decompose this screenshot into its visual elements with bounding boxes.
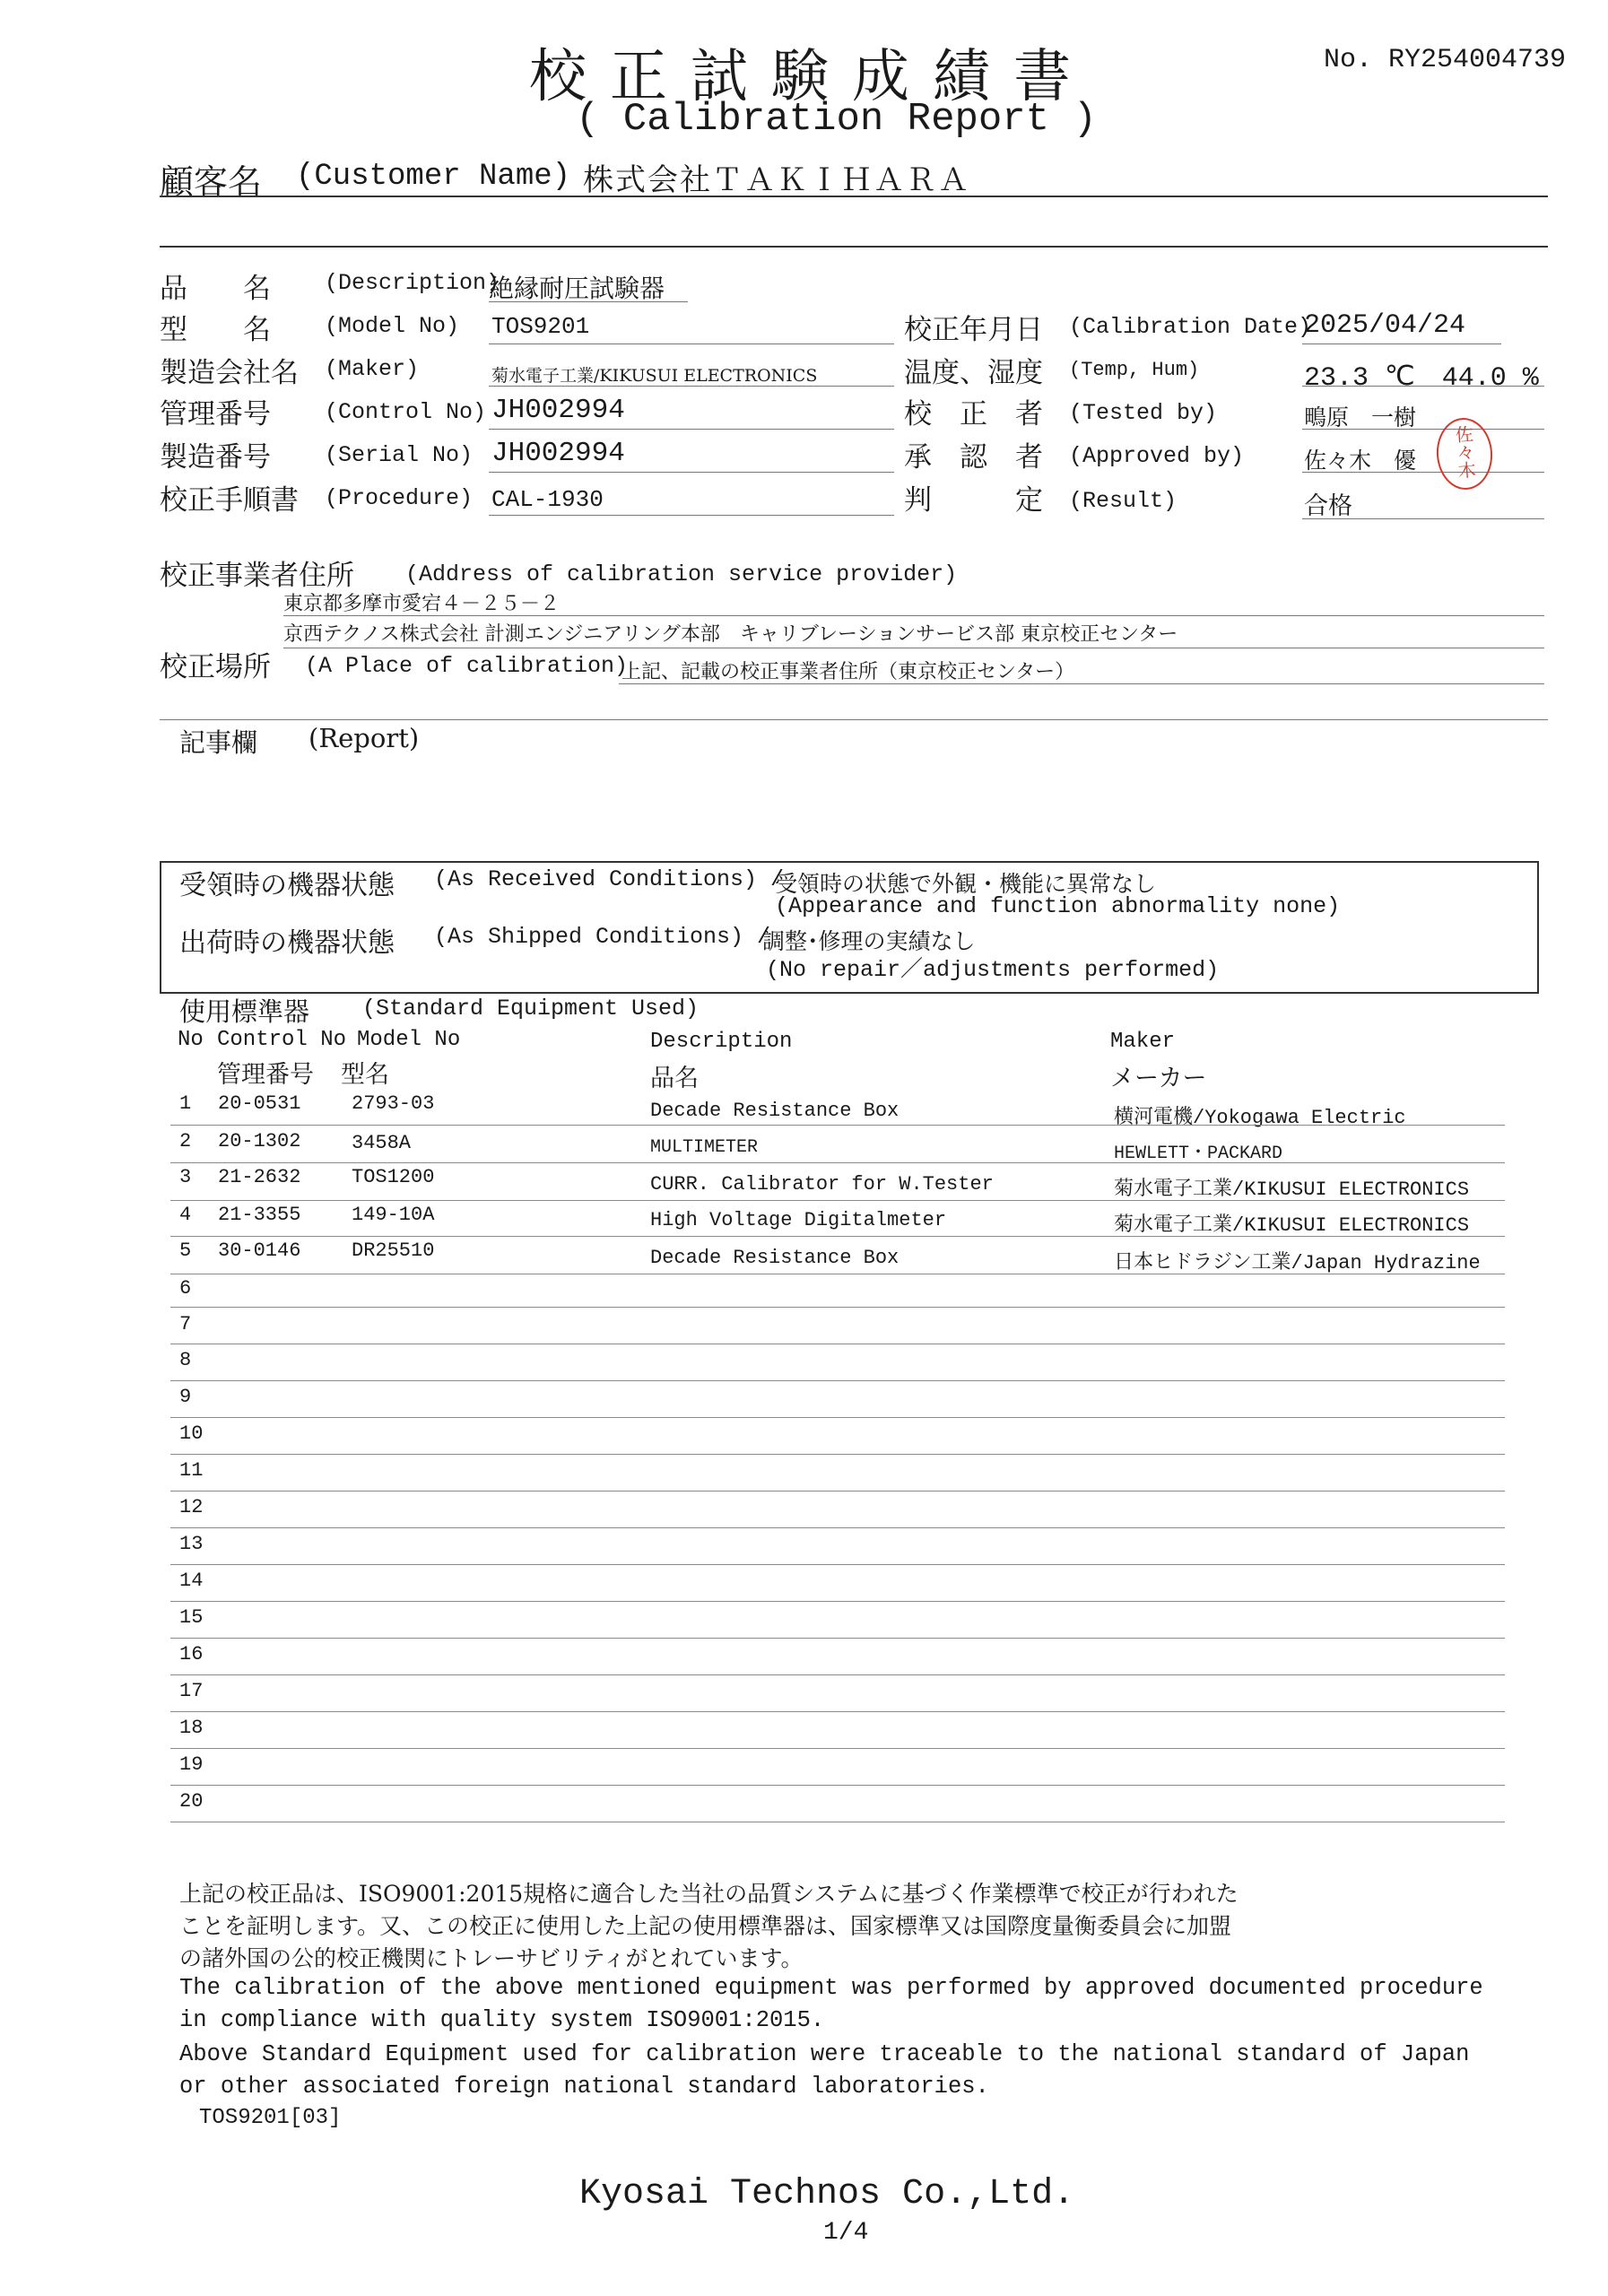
table-cell-desc: CURR. Calibrator for W.Tester (650, 1173, 994, 1196)
field-value-serial: JH002994 (491, 438, 625, 469)
customer-underline (160, 196, 1548, 197)
customer-label-en: (Customer Name) (296, 160, 571, 194)
table-row-no: 1 (179, 1092, 192, 1115)
field-label-control: 管理番号 (160, 398, 271, 430)
table-row-no: 17 (179, 1680, 204, 1702)
place-underline (619, 683, 1544, 684)
shipped-label-en: (As Shipped Conditions) / (434, 924, 771, 950)
page-subtitle: ( Calibration Report ) (576, 97, 1097, 142)
statement-en-3: Above Standard Equipment used for calibration were traceable to the national standard of Japan (179, 2041, 1470, 2067)
table-row-line (170, 1380, 1505, 1381)
field-label-result-en: (Result) (1069, 488, 1178, 514)
field-value-temp-hum: 23.3 ℃ 44.0 % (1304, 363, 1539, 394)
table-cell-control: 20-1302 (218, 1130, 301, 1152)
table-cell-desc: Decade Resistance Box (650, 1100, 900, 1122)
customer-label: 顧客名 (160, 162, 263, 202)
field-value-cal-date: 2025/04/24 (1304, 310, 1466, 341)
table-row-no: 10 (179, 1422, 204, 1445)
table-row-line (170, 1417, 1505, 1418)
table-row-line (170, 1785, 1505, 1786)
field-value-control: JH002994 (491, 395, 625, 426)
address-line-1: 東京都多摩市愛宕４－２５－２ (283, 593, 561, 615)
place-value: 上記、記載の校正事業者住所（東京校正センター） (621, 661, 1075, 683)
field-label-procedure-en: (Procedure) (325, 485, 474, 511)
table-row-no: 7 (179, 1313, 192, 1335)
table-row-no: 3 (179, 1166, 192, 1188)
table-row-no: 16 (179, 1643, 204, 1665)
shipped-value: 調整･修理の実績なし (762, 928, 976, 954)
field-underline (489, 386, 894, 387)
field-label-temp-hum: 温度、湿度 (904, 357, 1043, 389)
table-row-line (170, 1454, 1505, 1455)
table-cell-desc: Decade Resistance Box (650, 1247, 900, 1269)
field-label-procedure: 校正手順書 (160, 484, 299, 517)
table-row-no: 19 (179, 1753, 204, 1776)
field-value-model: TOS9201 (491, 313, 590, 340)
field-label-model: 型 名 (160, 314, 271, 346)
field-label-tested-by-en: (Tested by) (1069, 400, 1218, 426)
table-cell-maker: 菊水電子工業/KIKUSUI ELECTRONICS (1114, 1214, 1470, 1237)
header-no: No (178, 1028, 204, 1052)
customer-name: 株式会社ＴＡＫＩＨＡＲＡ (583, 162, 970, 198)
report-number: No. RY254004739 (1324, 45, 1567, 75)
shipped-label: 出荷時の機器状態 (179, 927, 395, 959)
equipment-label: 使用標準器 (179, 996, 310, 1027)
document-code: TOS9201[03] (199, 2106, 342, 2130)
field-underline (1302, 472, 1544, 473)
place-label-en: (A Place of calibration) (305, 653, 629, 679)
table-row-no: 5 (179, 1239, 192, 1262)
statement-ja-2: ことを証明します。又、この校正に使用した上記の使用標準器は、国家標準又は国際度量衡委員会に加盟 (179, 1913, 1232, 1939)
table-cell-model: 149-10A (352, 1204, 435, 1226)
table-cell-desc: High Voltage Digitalmeter (650, 1209, 947, 1231)
received-label-en: (As Received Conditions) / (434, 866, 785, 892)
field-label-temp-hum-en: (Temp, Hum) (1069, 359, 1200, 381)
table-row-line (170, 1711, 1505, 1712)
table-row-no: 8 (179, 1349, 192, 1371)
header-description-ja: 品名 (650, 1065, 699, 1092)
table-cell-maker: HEWLETT・PACKARD (1114, 1144, 1283, 1164)
field-underline (1302, 518, 1544, 519)
address-underline (283, 615, 1544, 616)
table-row-line (170, 1307, 1505, 1308)
header-maker-ja: メーカー (1110, 1065, 1207, 1092)
page-title: 校正試験成績書 (529, 44, 1094, 110)
table-cell-control: 21-2632 (218, 1166, 301, 1188)
table-cell-maker: 横河電機/Yokogawa Electric (1114, 1107, 1406, 1129)
statement-en-4: or other associated foreign national standard laboratories. (179, 2074, 989, 2100)
table-row-line (170, 1748, 1505, 1749)
field-underline (489, 429, 894, 430)
approval-seal (1434, 416, 1494, 491)
address-line-2: 京西テクノス株式会社 計測エンジニアリング本部 キャリブレーションサービス部 東京校正センター (283, 623, 1178, 646)
table-row-no: 4 (179, 1204, 192, 1226)
field-label-approved-by: 承 認 者 (904, 441, 1043, 474)
table-cell-model: TOS1200 (352, 1166, 435, 1188)
table-row-no: 15 (179, 1606, 204, 1629)
field-label-description: 品 名 (160, 273, 271, 305)
table-cell-model: 2793-03 (352, 1092, 435, 1115)
table-row-line (170, 1491, 1505, 1492)
field-label-model-en: (Model No) (325, 313, 460, 339)
field-underline (489, 301, 688, 302)
header-model-no: Model No (357, 1028, 461, 1052)
address-label-en: (Address of calibration service provider) (405, 561, 958, 587)
table-cell-model: DR25510 (352, 1239, 435, 1262)
table-row-line (170, 1200, 1505, 1201)
header-model-no-ja: 型名 (341, 1061, 389, 1089)
field-label-maker-en: (Maker) (325, 356, 420, 382)
table-cell-control: 20-0531 (218, 1092, 301, 1115)
table-cell-control: 21-3355 (218, 1204, 301, 1226)
field-label-control-en: (Control No) (325, 399, 487, 425)
divider (160, 719, 1548, 720)
field-underline (489, 472, 894, 473)
approval-seal-text: 佐々木 (1451, 424, 1477, 480)
field-underline (1302, 386, 1544, 387)
table-cell-control: 30-0146 (218, 1239, 301, 1262)
report-label-en: (Report) (309, 723, 420, 753)
field-value-tested-by: 鴫原 一樹 (1304, 404, 1417, 430)
field-value-result: 合格 (1304, 492, 1352, 520)
header-maker: Maker (1110, 1030, 1176, 1054)
equipment-label-en: (Standard Equipment Used) (362, 996, 700, 1022)
header-control-no-ja: 管理番号 (217, 1061, 314, 1089)
report-label: 記事欄 (179, 727, 258, 758)
field-value-procedure: CAL-1930 (491, 486, 604, 513)
table-row-line (170, 1601, 1505, 1602)
table-row-line (170, 1674, 1505, 1675)
table-row-no: 14 (179, 1570, 204, 1592)
statement-ja-1: 上記の校正品は、ISO9001:2015規格に適合した当社の品質システムに基づく作業標準で校正が行われた (179, 1881, 1239, 1907)
table-cell-maker: 日本ヒドラジン工業/Japan Hydrazine (1114, 1252, 1481, 1274)
table-row-no: 2 (179, 1130, 192, 1152)
field-underline (489, 515, 894, 516)
field-label-cal-date: 校正年月日 (904, 314, 1043, 346)
table-row-no: 12 (179, 1496, 204, 1518)
field-value-description: 絶縁耐圧試験器 (489, 274, 665, 303)
field-label-serial: 製造番号 (160, 441, 271, 474)
field-value-approved-by: 佐々木 優 (1304, 448, 1417, 474)
received-label: 受領時の機器状態 (179, 870, 395, 901)
company-name: Kyosai Technos Co.,Ltd. (579, 2174, 1075, 2214)
statement-en-2: in compliance with quality system ISO9001:2015. (179, 2007, 825, 2033)
shipped-value-en: (No repair／adjustments performed) (766, 957, 1220, 983)
table-row-no: 18 (179, 1717, 204, 1739)
received-value-en: (Appearance and function abnormality none) (775, 893, 1341, 919)
field-label-cal-date-en: (Calibration Date) (1069, 314, 1312, 340)
field-label-maker: 製造会社名 (160, 357, 299, 389)
table-row-line (170, 1527, 1505, 1528)
table-row-line (170, 1638, 1505, 1639)
table-row-line (170, 1236, 1505, 1237)
table-row-line (170, 1162, 1505, 1163)
table-cell-maker: 菊水電子工業/KIKUSUI ELECTRONICS (1114, 1178, 1470, 1201)
header-control-no: Control No (217, 1028, 347, 1052)
field-label-description-en: (Description) (325, 270, 500, 296)
page-number: 1/4 (823, 2219, 869, 2247)
place-label: 校正場所 (160, 651, 271, 683)
field-label-result: 判 定 (904, 484, 1043, 517)
table-cell-desc: MULTIMETER (650, 1137, 759, 1158)
table-row-no: 13 (179, 1533, 204, 1555)
table-row-no: 20 (179, 1790, 204, 1813)
statement-en-1: The calibration of the above mentioned equipment was performed by approved documented procedure (179, 1975, 1483, 2001)
field-value-maker: 菊水電子工業/KIKUSUI ELECTRONICS (491, 366, 818, 386)
divider (160, 246, 1548, 248)
header-description: Description (650, 1030, 793, 1054)
field-label-approved-by-en: (Approved by) (1069, 443, 1245, 469)
table-row-no: 6 (179, 1277, 192, 1300)
table-row-no: 11 (179, 1459, 204, 1482)
field-underline (1302, 429, 1544, 430)
table-cell-model: 3458A (352, 1132, 412, 1154)
address-label: 校正事業者住所 (160, 560, 354, 592)
table-row-line (170, 1125, 1505, 1126)
table-row-no: 9 (179, 1386, 192, 1408)
table-row-line (170, 1564, 1505, 1565)
field-label-tested-by: 校 正 者 (904, 398, 1043, 430)
received-value: 受領時の状態で外観・機能に異常なし (775, 871, 1157, 897)
statement-ja-3: の諸外国の公的校正機関にトレーサビリティがとれています。 (179, 1945, 804, 1971)
field-label-serial-en: (Serial No) (325, 442, 474, 468)
